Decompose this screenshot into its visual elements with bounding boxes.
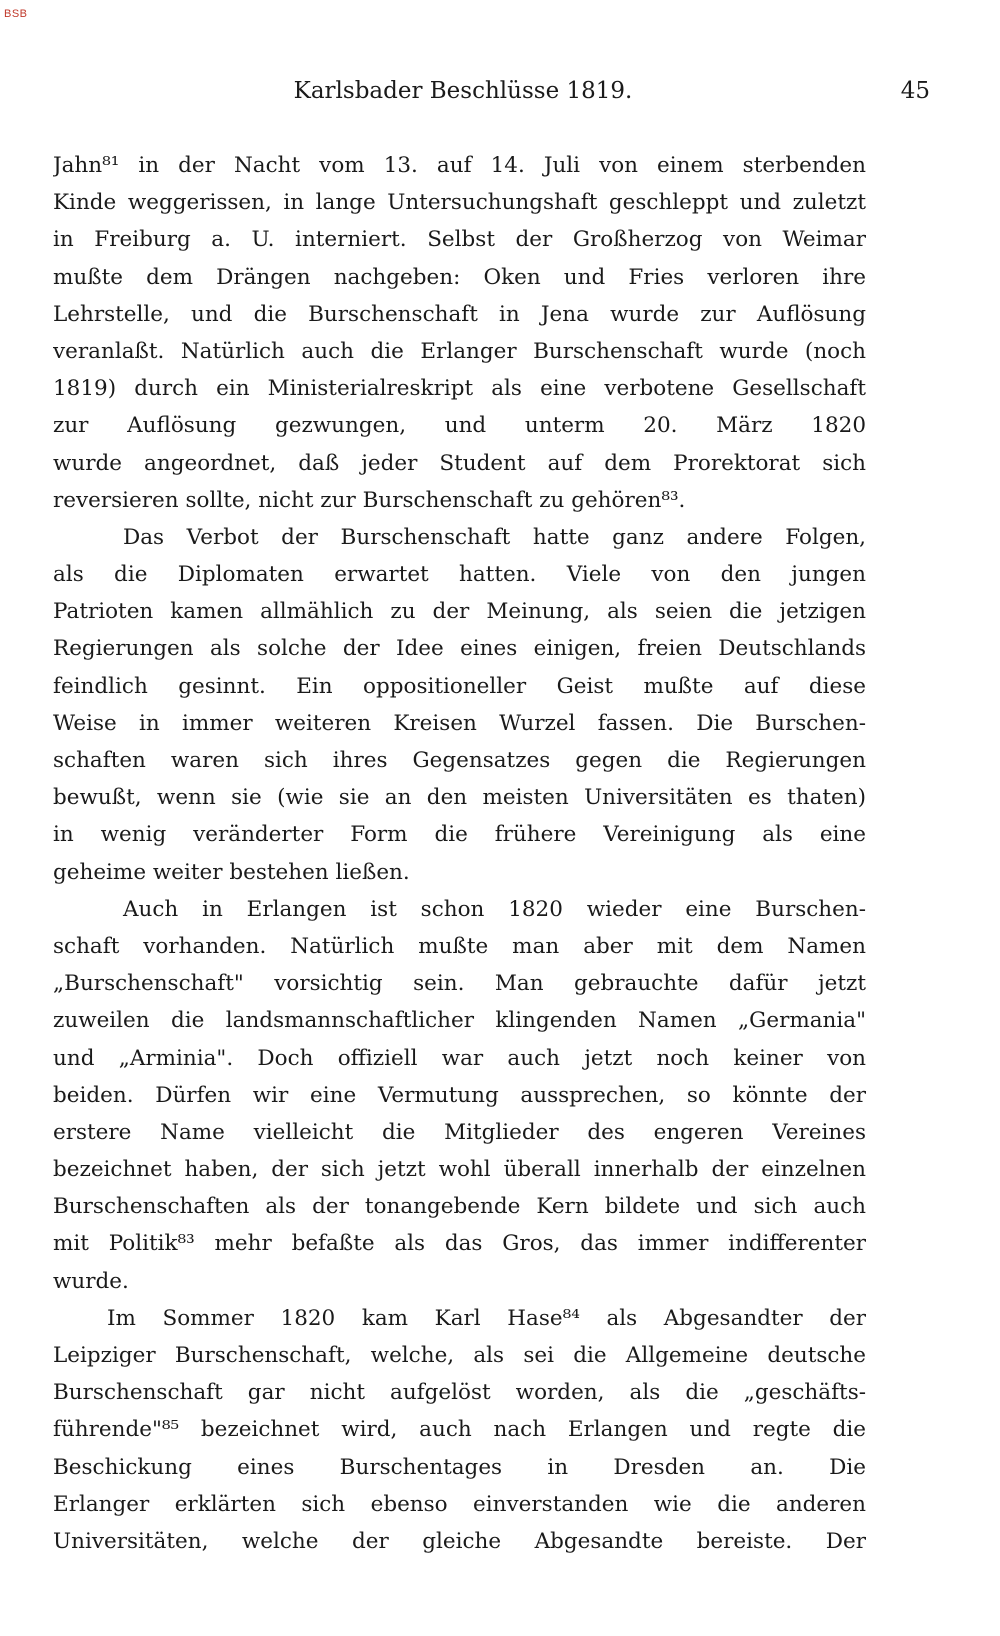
text-line: Burschenschaft gar nicht aufgelöst worden, als die „geschäfts- [53,1380,866,1406]
text-line: Regierungen als solche der Idee eines einigen, freien Deutschlands [53,636,866,662]
text-line: Beschickung eines Burschentages in Dresden an. Die [53,1454,866,1480]
text-line: schaft vorhanden. Natürlich mußte man aber mit dem Namen [53,933,866,959]
text-line: in Freiburg a. U. interniert. Selbst der Großherzog von Weimar [53,227,866,253]
text-line: 1819) durch ein Ministerialreskript als eine verbotene Gesellschaft [53,376,866,402]
text-line: Das Verbot der Burschenschaft hatte ganz andere Folgen, [123,524,866,550]
text-line: und „Arminia". Doch offiziell war auch jetzt noch keiner von [53,1045,866,1071]
text-line: zuweilen die landsmannschaftlicher klingenden Namen „Germania" [53,1008,866,1034]
text-line: mit Politik⁸³ mehr befaßte als das Gros, das immer indifferenter [53,1231,866,1257]
text-line: in wenig veränderter Form die frühere Vereinigung als eine [53,822,866,848]
running-title: Karlsbader Beschlüsse 1819. [293,78,633,104]
text-line: Universitäten, welche der gleiche Abgesandte bereiste. Der [53,1528,866,1554]
library-stamp: BSB [4,8,28,20]
text-line: zur Auflösung gezwungen, und unterm 20. März 1820 [53,413,866,439]
text-line: Im Sommer 1820 kam Karl Hase⁸⁴ als Abgesandter der [107,1305,866,1331]
text-line: bezeichnet haben, der sich jetzt wohl überall innerhalb der einzelnen [53,1157,866,1183]
page-number: 45 [900,78,930,104]
text-line: Leipziger Burschenschaft, welche, als sei die Allgemeine deutsche [53,1343,866,1368]
text-line: Burschenschaften als der tonangebende Kern bildete und sich auch [53,1194,866,1220]
text-line: Weise in immer weiteren Kreisen Wurzel fassen. Die Burschen- [53,710,866,736]
text-line: Erlanger erklärten sich ebenso einverstanden wie die anderen [53,1491,866,1517]
text-line: erstere Name vielleicht die Mitglieder des engeren Vereines [53,1119,866,1145]
text-line: schaften waren sich ihres Gegensatzes gegen die Regierungen [53,748,866,773]
text-line: bewußt, wenn sie (wie sie an den meisten Universitäten es thaten) [53,785,866,811]
body-text [53,147,866,1560]
text-line: mußte dem Drängen nachgeben: Oken und Fries verloren ihre [53,264,866,290]
text-line: beiden. Dürfen wir eine Vermutung aussprechen, so könnte der [53,1082,866,1108]
text-line: Kinde weggerissen, in lange Untersuchungshaft geschleppt und zuletzt [53,190,866,216]
text-line: „Burschenschaft" vorsichtig sein. Man gebrauchte dafür jetzt [53,971,866,997]
text-line: veranlaßt. Natürlich auch die Erlanger Burschenschaft wurde (noch [53,338,866,364]
text-line: Auch in Erlangen ist schon 1820 wieder eine Burschen- [123,896,866,922]
text-line: geheime weiter bestehen ließen. [53,859,410,885]
text-line: feindlich gesinnt. Ein oppositioneller Geist mußte auf diese [53,673,866,699]
text-line: wurde. [53,1268,129,1294]
text-line: Patrioten kamen allmählich zu der Meinung, als seien die jetzigen [53,599,866,625]
text-line: reversieren sollte, nicht zur Burschenschaft zu gehören⁸³. [53,487,686,513]
text-line: führende"⁸⁵ bezeichnet wird, auch nach Erlangen und regte die [53,1417,866,1443]
text-line: Jahn⁸¹ in der Nacht vom 13. auf 14. Juli von einem sterbenden [53,153,866,178]
text-line: als die Diplomaten erwartet hatten. Viele von den jungen [53,562,866,588]
page-header [54,74,930,114]
text-line: wurde angeordnet, daß jeder Student auf dem Prorektorat sich [53,450,866,476]
text-line: Lehrstelle, und die Burschenschaft in Jena wurde zur Auflösung [53,301,866,327]
